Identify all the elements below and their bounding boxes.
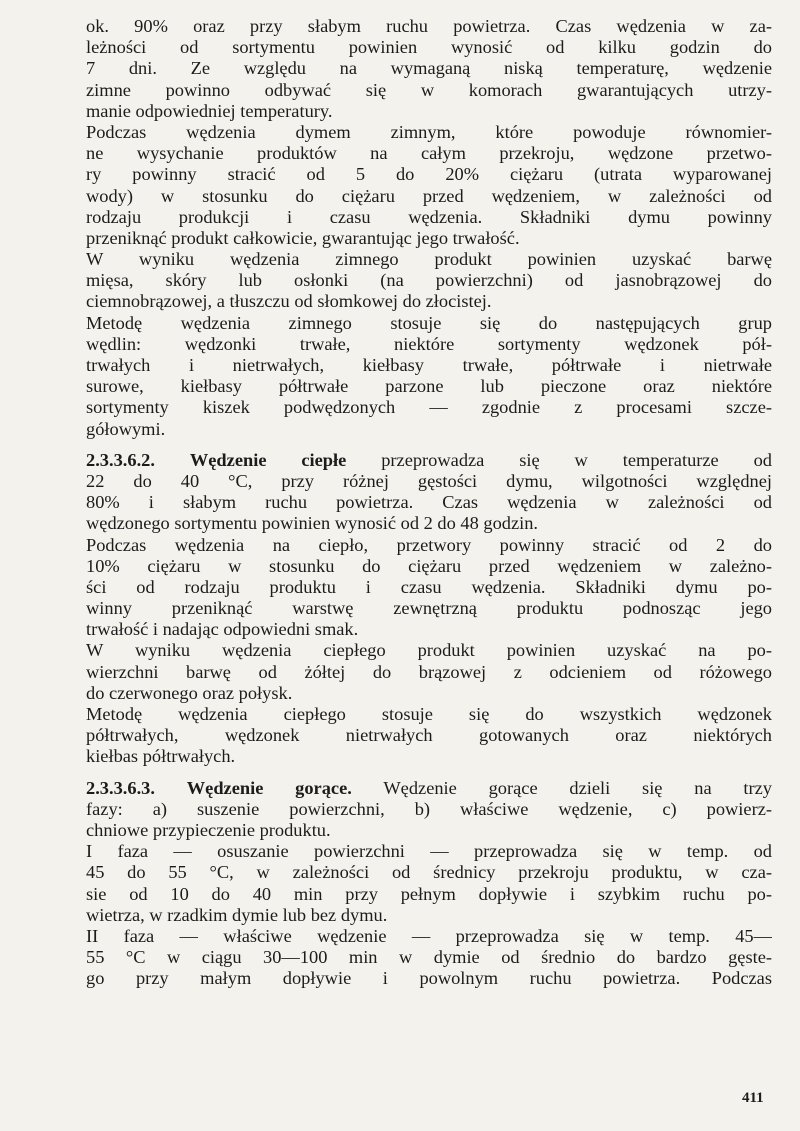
text-line: sie od 10 do 40 min przy pełnym dopływie i szybkim ruchu po- <box>86 883 772 904</box>
paragraph-warm-smoking-weight-loss <box>86 535 772 641</box>
text-line: W wyniku wędzenia zimnego produkt powinien uzyskać barwę <box>86 249 772 270</box>
text-line: ok. 90% oraz przy słabym ruchu powietrza. Czas wędzenia w za- <box>86 16 772 36</box>
text-line: do czerwonego oraz połysk. <box>86 682 293 703</box>
text-line: trwałych i nietrwałych, kiełbasy trwałe, półtrwałe i nietrwałe <box>86 355 772 375</box>
paragraph-cold-smoking-method <box>86 313 772 440</box>
text-line: wędlin: wędzonki trwałe, niektóre sortymenty wędzonek pół- <box>86 333 772 354</box>
page-body <box>86 16 772 989</box>
text-line: trwałość i nadając odpowiedni smak. <box>86 619 359 640</box>
text-line: surowe, kiełbasy półtrwałe parzone lub pieczone oraz niektóre <box>86 376 772 397</box>
text-line: rodzaju produkcji i czasu wędzenia. Składniki dymu powinny <box>86 206 772 227</box>
text-line: kiełbas półtrwałych. <box>86 746 236 767</box>
paragraph-cold-smoking-colour <box>86 249 772 313</box>
text-line: ne wysychanie produktów na całym przekroju, wędzone przetwo- <box>86 143 772 164</box>
text-line: chniowe przypieczenie produktu. <box>86 819 331 840</box>
text-line: leżności od sortymentu powinien wynosić od kilku godzin do <box>86 37 772 58</box>
section-heading-line <box>86 450 772 471</box>
text-line: Podczas wędzenia dymem zimnym, które powoduje równomier- <box>86 121 772 142</box>
text-line: wody) w stosunku do ciężaru przed wędzeniem, w zależności od <box>86 185 772 206</box>
section-heading-line <box>86 778 772 799</box>
paragraph-phase-two <box>86 926 772 990</box>
section-number: 2.3.3.6.2. <box>86 449 155 470</box>
text-line: wędzonego sortymentu powinien wynosić od 2 do 48 godzin. <box>86 513 539 534</box>
text-line: ry powinny stracić od 5 do 20% ciężaru (utrata wyparowanej <box>86 164 772 185</box>
text-line: 10% ciężaru w stosunku do ciężaru przed wędzeniem w zależno- <box>86 555 772 576</box>
section-gap <box>86 768 772 778</box>
text-line: ciemnobrązowej, a tłuszczu od słomkowej do złocistej. <box>86 291 492 312</box>
text-line: manie odpowiedniej temperatury. <box>86 100 333 121</box>
text-line: W wyniku wędzenia ciepłego produkt powinien uzyskać na po- <box>86 640 772 661</box>
text-line: mięsa, skóry lub osłonki (na powierzchni) od jasnobrązowej do <box>86 270 772 291</box>
section-heading: Wędzenie ciepłe <box>189 449 347 470</box>
text-line: Podczas wędzenia na ciepło, przetwory powinny stracić od 2 do <box>86 534 772 555</box>
text-line: Metodę wędzenia ciepłego stosuje się do wszystkich wędzonek <box>86 704 772 724</box>
text-line: Metodę wędzenia zimnego stosuje się do następujących grup <box>86 312 772 333</box>
section-heading-rest: Wędzenie gorące dzieli się na trzy <box>383 777 772 798</box>
paragraph-cold-smoking-weight-loss <box>86 122 772 249</box>
text-line: 22 do 40 °C, przy różnej gęstości dymu, wilgotności względnej <box>86 470 772 491</box>
text-line: półtrwałych, wędzonek nietrwałych gotowanych oraz niektórych <box>86 725 772 746</box>
paragraph-cold-smoking-conditions <box>86 16 772 122</box>
text-line: zimne powinno odbywać się w komorach gwarantujących utrzy- <box>86 79 772 100</box>
text-line: 7 dni. Ze względu na wymaganą niską temperaturę, wędzenie <box>86 58 772 79</box>
text-line: go przy małym dopływie i powolnym ruchu powietrza. Podczas <box>86 968 772 989</box>
paragraph-warm-smoking-method <box>86 704 772 768</box>
section-gap <box>86 440 772 450</box>
text-line: II faza — właściwe wędzenie — przeprowadza się w temp. 45— <box>86 925 772 946</box>
section-heading: Wędzenie gorące. <box>186 777 352 798</box>
section-warm-smoking <box>86 450 772 535</box>
text-line: gółowymi. <box>86 418 166 439</box>
text-line: sortymenty kiszek podwędzonych — zgodnie z procesami szcze- <box>86 397 772 418</box>
text-line: 45 do 55 °C, w zależności od średnicy przekroju produktu, w cza- <box>86 862 772 883</box>
section-heading-rest: przeprowadza się w temperaturze od <box>381 449 772 470</box>
text-line: winny przeniknąć warstwę zewnętrzną produktu podnosząc jego <box>86 598 772 619</box>
section-number: 2.3.3.6.3. <box>86 777 155 798</box>
text-line: przeniknąć produkt całkowicie, gwarantując jego trwałość. <box>86 227 520 248</box>
text-line: wietrza, w rzadkim dymie lub bez dymu. <box>86 904 388 925</box>
text-line: wierzchni barwę od żółtej do brązowej z odcieniem od różowego <box>86 661 772 682</box>
text-line: ści od rodzaju produktu i czasu wędzenia. Składniki dymu po- <box>86 576 772 597</box>
text-line: I faza — osuszanie powierzchni — przeprowadza się w temp. od <box>86 841 772 862</box>
text-line: fazy: a) suszenie powierzchni, b) właściwe wędzenie, c) powierz- <box>86 798 772 819</box>
page-number: 411 <box>742 1090 764 1106</box>
text-line: 55 °C w ciągu 30—100 min w dymie od średnio do bardzo gęste- <box>86 947 772 968</box>
paragraph-phase-one <box>86 841 772 926</box>
paragraph-warm-smoking-colour <box>86 640 772 704</box>
section-hot-smoking <box>86 778 772 842</box>
text-line: 80% i słabym ruchu powietrza. Czas wędzenia w zależności od <box>86 492 772 513</box>
